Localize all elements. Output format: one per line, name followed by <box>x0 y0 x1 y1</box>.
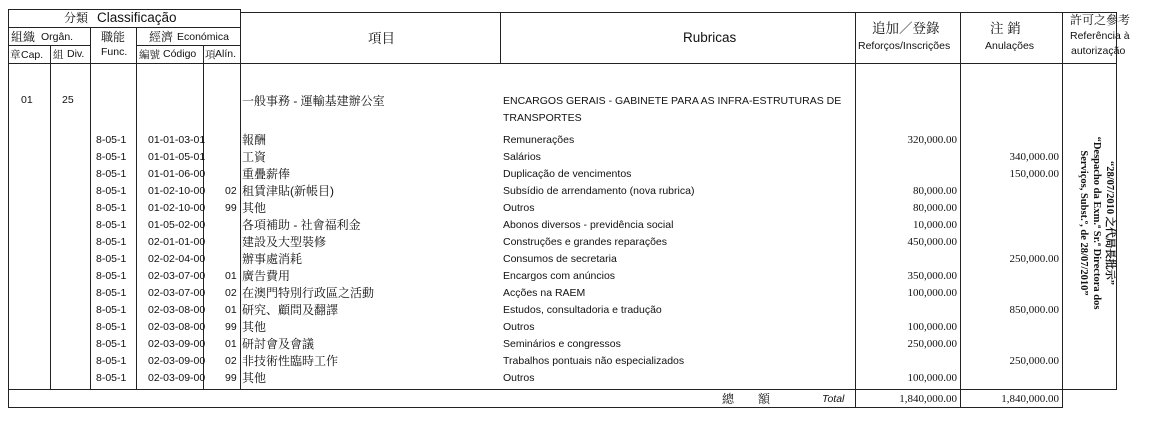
cap-header-zh: 章 <box>10 49 21 61</box>
reforcos-header-zh: 追加／登錄 <box>872 21 940 36</box>
row-item-zh: 建設及大型裝修 <box>242 235 327 249</box>
row-rubrica: Encargos com anúncios <box>503 270 616 282</box>
row-codigo: 02-03-08-00 <box>148 304 206 316</box>
row-codigo: 02-03-08-00 <box>148 321 206 333</box>
row-alin: 01 <box>225 304 237 316</box>
column-border <box>855 12 856 408</box>
row-codigo: 01-01-06-00 <box>148 168 206 180</box>
row-item-zh: 其他 <box>242 201 267 215</box>
authorization-line3: Serviços, Subst.º, de 28/07/2010” <box>1078 150 1089 296</box>
anulacoes-header: Anulações <box>985 40 1035 52</box>
row-item-zh: 研究、顧問及翻譯 <box>242 303 339 317</box>
row-rubrica: Remunerações <box>503 134 575 146</box>
row-rubrica: Salários <box>503 151 541 163</box>
row-codigo: 02-03-07-00 <box>148 270 206 282</box>
row-func: 8-05-1 <box>96 185 127 197</box>
row-codigo: 01-01-03-01 <box>148 134 206 146</box>
row-codigo: 01-05-02-00 <box>148 219 206 231</box>
header-divider <box>8 27 240 28</box>
row-codigo: 02-03-09-00 <box>148 372 206 384</box>
total-label-zh: 總 額 <box>722 392 771 406</box>
row-func: 8-05-1 <box>96 202 127 214</box>
row-alin: 02 <box>225 287 237 299</box>
column-border <box>50 45 51 390</box>
column-border <box>8 9 9 408</box>
codigo-header: Código <box>163 48 197 60</box>
group-cap: 01 <box>21 94 33 106</box>
row-anulacao: 150,000.00 <box>1009 168 1059 180</box>
row-item-zh: 辦事處消耗 <box>242 252 303 266</box>
row-func: 8-05-1 <box>96 151 127 163</box>
header-divider <box>8 45 90 46</box>
div-header-zh: 組 <box>53 49 64 61</box>
row-func: 8-05-1 <box>96 304 127 316</box>
column-border <box>1116 12 1117 390</box>
row-rubrica: Outros <box>503 202 535 214</box>
row-codigo: 02-02-04-00 <box>148 253 206 265</box>
row-reforco: 80,000.00 <box>913 185 957 197</box>
row-rubrica: Outros <box>503 321 535 333</box>
group-rubrica-line1: ENCARGOS GERAIS - GABINETE PARA AS INFRA-ESTRUTURAS DE <box>503 95 842 107</box>
header-divider <box>136 45 240 46</box>
row-rubrica: Duplicação de vencimentos <box>503 168 632 180</box>
row-alin: 02 <box>225 355 237 367</box>
row-reforco: 320,000.00 <box>907 134 957 146</box>
row-rubrica: Trabalhos pontuais não especializados <box>503 355 685 367</box>
row-alin: 01 <box>225 270 237 282</box>
row-func: 8-05-1 <box>96 134 127 146</box>
row-reforco: 100,000.00 <box>907 372 957 384</box>
row-alin: 99 <box>225 202 237 214</box>
anulacoes-header-zh: 注 銷 <box>990 21 1021 36</box>
row-reforco: 80,000.00 <box>913 202 957 214</box>
row-alin: 99 <box>225 321 237 333</box>
row-func: 8-05-1 <box>96 219 127 231</box>
column-border <box>240 9 241 390</box>
row-alin: 01 <box>225 338 237 350</box>
row-item-zh: 非技術性臨時工作 <box>242 354 339 368</box>
alin-header: Alín. <box>215 48 237 60</box>
group-div: 25 <box>62 94 74 106</box>
authorization-text <box>1072 118 1116 328</box>
ref-header-line1: Referência à <box>1070 30 1130 42</box>
classificacao-label-zh: 分類 <box>64 11 89 25</box>
row-codigo: 02-03-07-00 <box>148 287 206 299</box>
row-codigo: 01-02-10-00 <box>148 185 206 197</box>
row-rubrica: Acções na RAEM <box>503 287 586 299</box>
row-func: 8-05-1 <box>96 287 127 299</box>
func-header: Func. <box>101 46 128 58</box>
row-item-zh: 廣告費用 <box>242 269 291 283</box>
row-func: 8-05-1 <box>96 338 127 350</box>
row-item-zh: 在澳門特別行政區之活動 <box>242 286 375 300</box>
row-item-zh: 其他 <box>242 371 267 385</box>
row-reforco: 100,000.00 <box>907 287 957 299</box>
column-border <box>960 12 961 408</box>
rubricas-header: Rubricas <box>683 30 737 45</box>
row-anulacao: 340,000.00 <box>1009 151 1059 163</box>
row-rubrica: Outros <box>503 372 535 384</box>
row-func: 8-05-1 <box>96 270 127 282</box>
total-bottom-border <box>8 407 1063 408</box>
row-reforco: 250,000.00 <box>907 338 957 350</box>
header-bottom-border <box>8 63 1116 64</box>
authorization-line2: “Despacho da Exm.ª Sr.ª Directora dos <box>1091 136 1102 310</box>
total-reforcos: 1,840,000.00 <box>899 393 957 405</box>
row-codigo: 01-01-05-01 <box>148 151 206 163</box>
row-anulacao: 250,000.00 <box>1009 253 1059 265</box>
row-rubrica: Subsídio de arrendamento (nova rubrica) <box>503 185 695 197</box>
row-item-zh: 重疊薪俸 <box>242 167 291 181</box>
item-header-zh: 項目 <box>368 31 395 46</box>
div-header: Div. <box>67 48 85 60</box>
row-item-zh: 報酬 <box>242 133 267 147</box>
organ-header-zh: 組織 <box>11 30 36 44</box>
column-border <box>136 27 137 390</box>
column-border <box>500 12 501 63</box>
row-item-zh: 租賃津貼(新帳目) <box>242 184 334 198</box>
econ-header: Económica <box>177 31 229 43</box>
table-top-border <box>240 12 1116 13</box>
ref-header-line2: autorização <box>1071 45 1126 57</box>
group-item-zh: 一般事務 - 運輸基建辦公室 <box>242 94 385 108</box>
row-codigo: 02-01-01-00 <box>148 236 206 248</box>
row-codigo: 02-03-09-00 <box>148 355 206 367</box>
organ-header: Orgân. <box>41 31 74 43</box>
row-reforco: 100,000.00 <box>907 321 957 333</box>
row-item-zh: 研討會及會議 <box>242 337 315 351</box>
econ-header-zh: 經濟 <box>149 30 174 44</box>
row-func: 8-05-1 <box>96 355 127 367</box>
cap-header: Cap. <box>21 49 44 61</box>
row-rubrica: Construções e grandes reparações <box>503 236 668 248</box>
column-border <box>1062 12 1063 408</box>
row-func: 8-05-1 <box>96 321 127 333</box>
row-anulacao: 250,000.00 <box>1009 355 1059 367</box>
row-rubrica: Consumos de secretaria <box>503 253 617 265</box>
row-item-zh: 工資 <box>242 150 267 164</box>
row-item-zh: 其他 <box>242 320 267 334</box>
total-top-border <box>8 389 1116 390</box>
row-rubrica: Seminários e congressos <box>503 338 621 350</box>
row-codigo: 01-02-10-00 <box>148 202 206 214</box>
total-label: Total <box>822 393 845 405</box>
row-reforco: 350,000.00 <box>907 270 957 282</box>
row-item-zh: 各項補助 - 社會福利金 <box>242 218 361 232</box>
row-func: 8-05-1 <box>96 168 127 180</box>
total-anulacoes: 1,840,000.00 <box>1001 393 1059 405</box>
row-codigo: 02-03-09-00 <box>148 338 206 350</box>
row-alin: 99 <box>225 372 237 384</box>
classificacao-label: Classificação <box>97 10 177 25</box>
codigo-header-zh: 編號 <box>139 49 160 61</box>
row-func: 8-05-1 <box>96 253 127 265</box>
row-func: 8-05-1 <box>96 372 127 384</box>
group-rubrica-line2: TRANSPORTES <box>503 112 582 124</box>
row-rubrica: Estudos, consultadoria e tradução <box>503 304 662 316</box>
authorization-reference <box>1072 118 1116 328</box>
func-header-zh: 職能 <box>101 30 126 44</box>
row-reforco: 10,000.00 <box>913 219 957 231</box>
row-func: 8-05-1 <box>96 236 127 248</box>
alin-header-zh: 項 <box>205 49 216 61</box>
reforcos-header: Reforços/Inscrições <box>858 40 951 52</box>
row-reforco: 450,000.00 <box>907 236 957 248</box>
ref-header-zh: 許可之參考 <box>1070 13 1131 27</box>
row-alin: 02 <box>225 185 237 197</box>
row-anulacao: 850,000.00 <box>1009 304 1059 316</box>
row-rubrica: Abonos diversos - previdência social <box>503 219 674 231</box>
authorization-line1: “28/07/2010 之代局長批示” <box>1104 161 1115 285</box>
column-border <box>90 27 91 390</box>
